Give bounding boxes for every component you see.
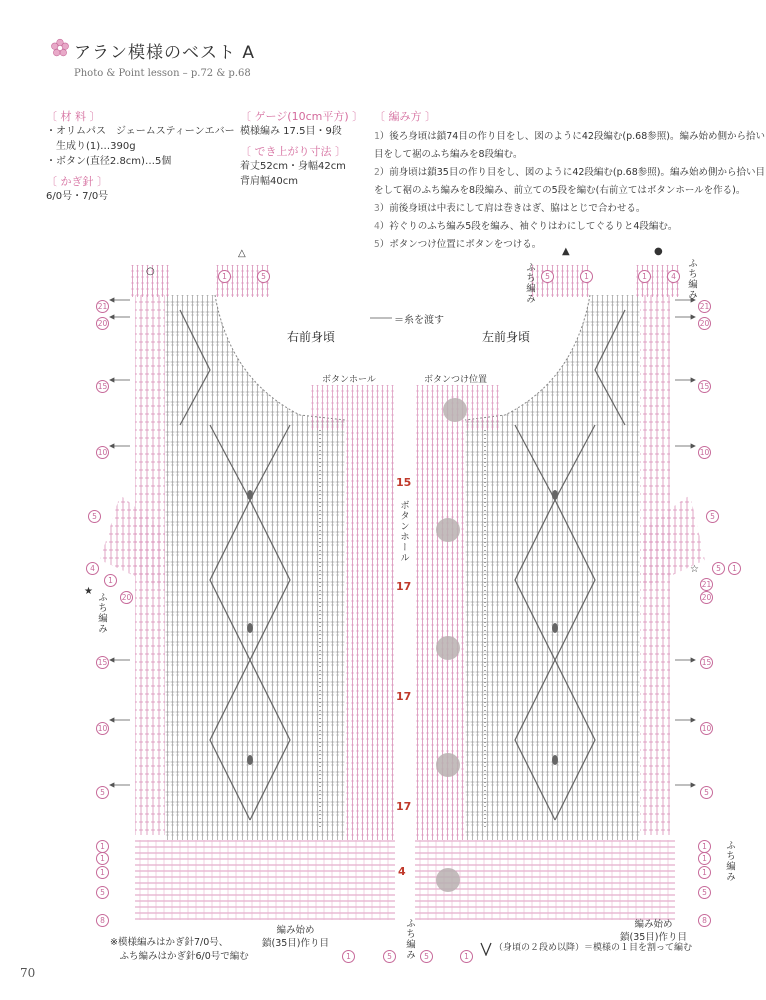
button-circle: [436, 868, 460, 892]
row-mark-right: [698, 880, 711, 899]
row-number: 5: [420, 950, 433, 963]
row-number: 1: [96, 852, 109, 865]
right-front-label: 右前身頃: [287, 330, 336, 344]
row-number: 21: [699, 302, 710, 311]
row-number: 4: [667, 270, 680, 283]
edge-knit-label: ふち編み: [404, 918, 415, 960]
decrease-note: （身頃の２段め以降）＝模様の１目を割って編む: [494, 943, 693, 953]
buttonhole-label: ボタンホール: [322, 375, 376, 385]
row-mark-left-lower: [96, 780, 109, 799]
row-number: 10: [699, 448, 710, 457]
button-circle: [436, 518, 460, 542]
left-front-panel: [415, 265, 705, 920]
row-number: 10: [97, 448, 108, 457]
symbol-black-star: ★: [84, 586, 93, 597]
method-step-2: 2）前身頃は鎖35目の作り目をし、図のように42段編む(p.68参照)。編み始め側から拾い目: [374, 167, 765, 178]
row-mark-right: [698, 440, 711, 459]
page-number: 70: [20, 966, 36, 980]
count-label: 17: [396, 800, 412, 813]
row-number: 10: [701, 724, 712, 733]
row-number: 1: [580, 270, 593, 283]
materials-line-3: ・ボタン(直径2.8cm)…5個: [46, 156, 172, 167]
row-mark-left-lower: [96, 716, 109, 735]
count-label: 17: [396, 580, 412, 593]
row-number: 1: [698, 866, 711, 879]
step-number: 5: [374, 239, 380, 250]
step-text: ボタンつけ位置にボタンをつける。: [389, 239, 542, 250]
gauge-value: 模様編み 17.5目・9段: [240, 126, 342, 137]
sleeve-mark: [86, 556, 99, 575]
row-number: 20: [121, 593, 132, 602]
gauge-section: [240, 108, 363, 189]
method-step-1-cont: 目をして裾のふち編みを8段編む。: [374, 149, 523, 160]
row-number: 15: [699, 382, 710, 391]
top-mark: [541, 264, 554, 283]
row-number: 4: [86, 562, 99, 575]
row-mark-right-lower: [700, 650, 713, 669]
row-mark-right: [698, 374, 711, 393]
row-number: 1: [728, 562, 741, 575]
materials-line-2: 生成り(1)…390g: [46, 141, 136, 152]
row-number: 1: [460, 950, 473, 963]
row-mark-left: [88, 504, 101, 523]
method-section: [374, 108, 764, 254]
row-number: 8: [698, 914, 711, 927]
left-front-label: 左前身頃: [482, 330, 531, 344]
row-number: 1: [638, 270, 651, 283]
row-mark-left-lower: [120, 585, 133, 604]
method-heading: 〔 編み方 〕: [374, 110, 436, 123]
finished-size-line-2: 背肩幅40cm: [240, 176, 298, 187]
top-mark: [667, 264, 680, 283]
row-mark-left: [96, 908, 109, 927]
hook-note-line: ふち編みはかぎ針6/0号で編む: [110, 951, 249, 962]
row-number: 1: [218, 270, 231, 283]
row-number: 5: [88, 510, 101, 523]
page-title: アラン模様のベスト A: [74, 43, 256, 63]
start-label-line: 編み始め: [634, 919, 673, 930]
buttonhole-vertical-label: ボタンホール: [398, 500, 409, 563]
step-number: 1: [374, 131, 380, 142]
bottom-mark: [420, 944, 433, 963]
button-position-label: ボタンつけ位置: [424, 375, 488, 385]
top-mark: [580, 264, 593, 283]
symbol-circle: ○: [146, 266, 155, 277]
flower-icon: [50, 38, 70, 58]
finished-size-line-1: 着丈52cm・身幅42cm: [240, 161, 346, 172]
button-circle: [436, 636, 460, 660]
yarn-pass-label: ＝糸を渡す: [394, 315, 444, 326]
edge-knit-label: ふち編み: [686, 258, 697, 300]
materials-line-1: ・オリムパス ジェームスティーンエバー: [46, 126, 235, 137]
row-number: 15: [97, 658, 108, 667]
start-label-line: 鎖(35目)作り目: [262, 938, 330, 949]
method-step-3: 3）前後身頃は中表にして肩は巻きはぎ、脇はとじで合わせる。: [374, 203, 646, 214]
row-number: 1: [342, 950, 355, 963]
count-label: 15: [396, 476, 412, 489]
row-mark-left: [96, 374, 109, 393]
method-step-2-cont: をして裾のふち編みを8段編み、前立ての5段を編む(右前立てはボタンホールを作る)。: [374, 185, 746, 196]
finished-size-heading: 〔 でき上がり寸法 〕: [240, 145, 346, 158]
bottom-mark: [460, 944, 473, 963]
edge-knit-label: ふち編み: [724, 840, 735, 882]
hook-value: 6/0号・7/0号: [46, 191, 109, 202]
hook-note-line: ※模様編みはかぎ針7/0号、: [110, 937, 229, 948]
row-number: 5: [706, 510, 719, 523]
row-number: 5: [383, 950, 396, 963]
row-number: 5: [700, 786, 713, 799]
row-mark-left: [96, 860, 109, 879]
bottom-mark: [342, 944, 355, 963]
right-front-panel: [100, 265, 395, 920]
row-number: 20: [701, 593, 712, 602]
row-mark-left: [96, 311, 109, 330]
method-step-5: 5）ボタンつけ位置にボタンをつける。: [374, 239, 542, 250]
start-label-line: 編み始め: [276, 925, 315, 936]
row-number: 8: [96, 914, 109, 927]
row-number: 20: [97, 319, 108, 328]
row-number: 5: [712, 562, 725, 575]
button-circle: [436, 753, 460, 777]
row-mark-right: [698, 860, 711, 879]
crochet-chart: [0, 250, 766, 950]
symbol-filled-triangle: ▲: [562, 246, 570, 257]
step-text: 衿ぐりのふち編み5段を編み、袖ぐりはわにしてぐるりと4段編む。: [389, 221, 678, 232]
row-number: 1: [96, 840, 109, 853]
step-text: 前後身頃は中表にして肩は巻きはぎ、脇はとじで合わせる。: [389, 203, 646, 214]
decrease-symbol-icon: [480, 942, 492, 956]
bottom-mark: [383, 944, 396, 963]
step-number: 2: [374, 167, 380, 178]
row-mark-right-lower: [700, 780, 713, 799]
row-number: 5: [541, 270, 554, 283]
symbol-white-star: ☆: [690, 564, 699, 575]
edge-knit-label: ふち編み: [96, 592, 107, 634]
start-label-line: 鎖(35目)作り目: [620, 932, 688, 943]
row-number: 1: [96, 866, 109, 879]
method-step-1: 1）後ろ身頃は鎖74目の作り目をし、図のように42段編む(p.68参照)。編み始め側から拾い: [374, 131, 765, 142]
sleeve-mark: [104, 568, 117, 587]
top-mark: [257, 264, 270, 283]
button-circle: [443, 398, 467, 422]
row-number: 5: [96, 786, 109, 799]
row-number: 21: [97, 302, 108, 311]
row-mark-left: [96, 440, 109, 459]
symbol-triangle: △: [238, 248, 246, 259]
row-mark-right: [706, 504, 719, 523]
step-text: 前身頃は鎖35目の作り目をし、図のように42段編む(p.68参照)。編み始め側から拾い目: [389, 167, 765, 178]
row-mark-right: [698, 908, 711, 927]
row-number: 1: [698, 840, 711, 853]
row-number: 10: [97, 724, 108, 733]
count-label: 4: [398, 865, 406, 878]
top-mark: [638, 264, 651, 283]
hook-note: [110, 936, 249, 964]
row-mark-left: [96, 880, 109, 899]
page-subtitle: Photo & Point lesson – p.72 & p.68: [74, 68, 251, 79]
row-number: 1: [104, 574, 117, 587]
row-number: 15: [97, 382, 108, 391]
method-step-4: 4）衿ぐりのふち編み5段を編み、袖ぐりはわにしてぐるりと4段編む。: [374, 221, 678, 232]
row-mark-left-lower: [96, 650, 109, 669]
gauge-heading: 〔 ゲージ(10cm平方) 〕: [240, 110, 364, 123]
edge-knit-label: ふち編み: [524, 262, 535, 304]
row-number: 5: [698, 886, 711, 899]
sleeve-mark: [712, 556, 725, 575]
row-number: 5: [96, 886, 109, 899]
sleeve-mark: [728, 556, 741, 575]
top-mark: [218, 264, 231, 283]
row-mark-right: [698, 311, 711, 330]
count-label: 17: [396, 690, 412, 703]
step-number: 3: [374, 203, 380, 214]
hook-heading: 〔 かぎ針 〕: [46, 175, 108, 188]
row-mark-right-lower: [700, 716, 713, 735]
start-label-left: [262, 924, 329, 950]
symbol-filled-circle: ●: [654, 246, 663, 257]
step-number: 4: [374, 221, 380, 232]
row-number: 15: [701, 658, 712, 667]
materials-section: [46, 108, 235, 204]
row-number: 20: [699, 319, 710, 328]
row-mark-right-lower: [700, 585, 713, 604]
row-number: 21: [701, 580, 712, 589]
step-text: 後ろ身頃は鎖74目の作り目をし、図のように42段編む(p.68参照)。編み始め側から拾い: [389, 131, 765, 142]
materials-heading: 〔 材 料 〕: [46, 110, 101, 123]
row-number: 5: [257, 270, 270, 283]
row-number: 1: [698, 852, 711, 865]
